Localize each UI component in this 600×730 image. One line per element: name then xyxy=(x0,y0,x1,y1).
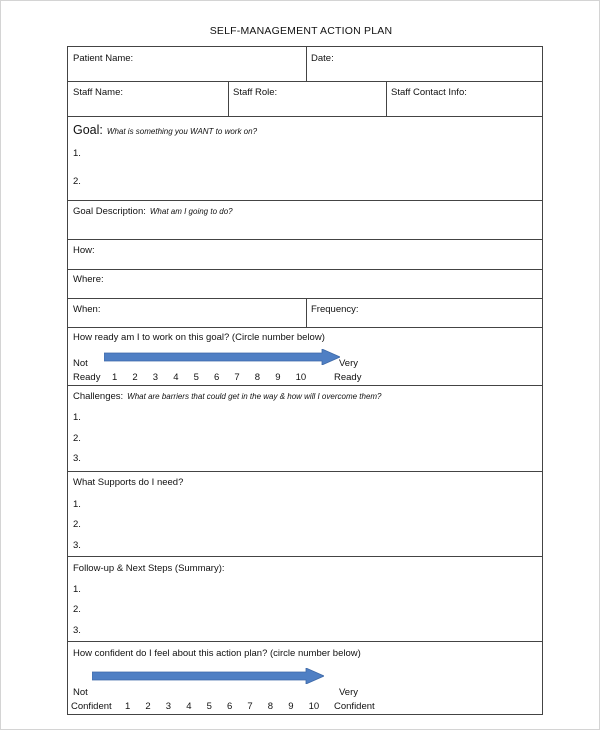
scale-number[interactable]: 6 xyxy=(227,701,233,712)
supports-item-1: 1. xyxy=(73,499,81,510)
scale-number[interactable]: 9 xyxy=(275,372,281,383)
supports-item-2: 2. xyxy=(73,519,81,530)
supports-heading: What Supports do I need? xyxy=(73,477,184,488)
row-divider xyxy=(68,385,542,386)
row-divider xyxy=(68,116,542,117)
challenges-heading xyxy=(73,391,382,402)
form-title: SELF-MANAGEMENT ACTION PLAN xyxy=(209,25,393,37)
row-divider xyxy=(68,327,542,328)
confidence-question: How confident do I feel about this action plan? (circle number below) xyxy=(73,648,361,659)
scale-number[interactable]: 2 xyxy=(145,701,151,712)
scale-number[interactable]: 3 xyxy=(152,372,159,383)
followup-heading: Follow-up & Next Steps (Summary): xyxy=(73,563,225,574)
goal-label: Goal: xyxy=(73,123,103,137)
goal-item-1: 1. xyxy=(73,148,81,159)
readiness-arrow xyxy=(104,349,340,365)
row-divider xyxy=(68,556,542,557)
goal-item-2: 2. xyxy=(73,176,81,187)
action-plan-form xyxy=(67,46,543,715)
scale-number[interactable]: 8 xyxy=(254,372,261,383)
frequency-label: Frequency: xyxy=(311,304,359,315)
patient-name-label: Patient Name: xyxy=(73,53,134,64)
how-label: How: xyxy=(73,245,95,256)
scale-number[interactable]: 5 xyxy=(193,372,199,383)
confidence-high-line2: Confident xyxy=(334,701,375,712)
goal-heading xyxy=(73,123,257,137)
followup-item-3: 3. xyxy=(73,625,81,636)
readiness-question: How ready am I to work on this goal? (Circle number below) xyxy=(73,332,325,343)
row-divider xyxy=(68,641,542,642)
goal-description-heading xyxy=(73,206,233,217)
confidence-high-line1: Very xyxy=(339,687,359,698)
confidence-low-line2: Confident xyxy=(71,701,112,712)
row-divider xyxy=(68,269,542,270)
challenges-item-1: 1. xyxy=(73,412,81,423)
scale-number[interactable]: 5 xyxy=(206,701,212,712)
staff-contact-label: Staff Contact Info: xyxy=(391,87,467,98)
row-divider xyxy=(68,200,542,201)
scale-number[interactable]: 7 xyxy=(247,701,253,712)
scale-number[interactable]: 4 xyxy=(186,701,192,712)
goal-prompt: What is something you WANT to work on? xyxy=(106,127,258,136)
date-label: Date: xyxy=(311,53,334,64)
scale-number[interactable]: 7 xyxy=(234,372,240,383)
when-label: When: xyxy=(73,304,101,315)
where-label: Where: xyxy=(73,274,104,285)
scale-number[interactable]: 1 xyxy=(112,372,118,383)
supports-item-3: 3. xyxy=(73,540,81,551)
challenges-prompt: What are barriers that could get in the way & how will I overcome them? xyxy=(127,392,382,401)
confidence-low-line1: Not xyxy=(73,687,88,698)
scale-number[interactable]: 8 xyxy=(267,701,274,712)
staff-role-label: Staff Role: xyxy=(233,87,278,98)
challenges-item-3: 3. xyxy=(73,453,81,464)
readiness-high-line1: Very xyxy=(339,358,359,369)
col-divider xyxy=(386,81,387,116)
col-divider xyxy=(306,47,307,81)
goal-description-label: Goal Description: xyxy=(73,206,146,217)
goal-description-prompt: What am I going to do? xyxy=(149,207,233,216)
scale-number[interactable]: 1 xyxy=(125,701,131,712)
scale-number[interactable]: 10 xyxy=(295,372,307,383)
followup-item-1: 1. xyxy=(73,584,81,595)
challenges-label: Challenges: xyxy=(73,391,124,402)
scale-number[interactable]: 3 xyxy=(165,701,172,712)
row-divider xyxy=(68,81,542,82)
readiness-low-line2: Ready xyxy=(73,372,101,383)
row-divider xyxy=(68,298,542,299)
scale-number[interactable]: 2 xyxy=(132,372,138,383)
col-divider xyxy=(306,298,307,327)
readiness-high-line2: Ready xyxy=(334,372,362,383)
scale-number[interactable]: 9 xyxy=(288,701,294,712)
row-divider xyxy=(68,471,542,472)
readiness-low-line1: Not xyxy=(73,358,88,369)
scale-number[interactable]: 6 xyxy=(214,372,220,383)
row-divider xyxy=(68,239,542,240)
scale-number[interactable]: 4 xyxy=(173,372,179,383)
staff-name-label: Staff Name: xyxy=(73,87,123,98)
col-divider xyxy=(228,81,229,116)
scale-number[interactable]: 10 xyxy=(308,701,320,712)
challenges-item-2: 2. xyxy=(73,433,81,444)
followup-item-2: 2. xyxy=(73,604,81,615)
confidence-arrow xyxy=(92,668,324,684)
